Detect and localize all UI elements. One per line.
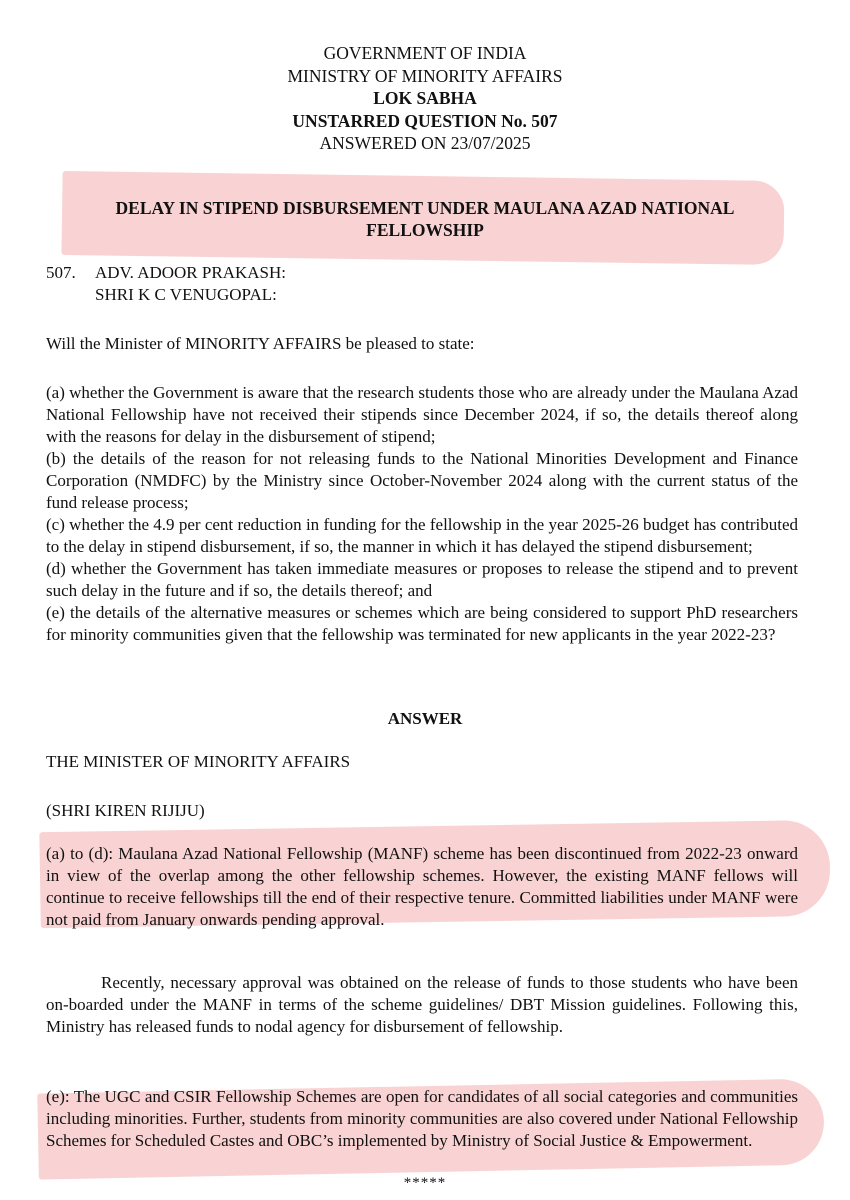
answer-minister-name: (SHRI KIREN RIJIJU) — [46, 801, 205, 820]
header-ministry: MINISTRY OF MINORITY AFFAIRS — [287, 65, 563, 86]
asker-name: ADV. ADOOR PRAKASH: — [95, 263, 286, 282]
header-house: LOK SABHA — [373, 88, 477, 108]
asker-name: SHRI K C VENUGOPAL: — [95, 285, 277, 304]
answer-minister: THE MINISTER OF MINORITY AFFAIRS — [46, 752, 351, 771]
question-part-d: (d) whether the Government has taken immediate measures or proposes to release the stipend and to prevent such delay in the future and if so, the details thereof; and — [46, 559, 798, 600]
header-government: GOVERNMENT OF INDIA — [323, 43, 527, 63]
answer-a-to-d: (a) to (d): Maulana Azad National Fellowship (MANF) scheme has been discontinued from 2022-23 onward in view of the overlap among the other fellowship schemes. However, the existing MANF fellows will continue to receive fellowships till the end of their respective tenure. Committed liabilities under MANF were not paid from January onwards pending approval. — [46, 844, 798, 929]
question-part-c: (c) whether the 4.9 per cent reduction in funding for the fellowship in the year 2025-26 budget has contributed to the delay in stipend disbursement, if so, the manner in which it has delayed the stipend disbursement; — [46, 515, 798, 556]
header-answered-date: ANSWERED ON 23/07/2025 — [319, 133, 531, 153]
header-question-number: UNSTARRED QUESTION No. 507 — [292, 110, 558, 131]
question-part-e: (e) the details of the alternative measures or schemes which are being considered to support PhD researchers for minority communities given that the fellowship was terminated for new applicants in the year 2022-23? — [46, 603, 798, 644]
question-part-b: (b) the details of the reason for not releasing funds to the National Minorities Development and Finance Corporation (NMDFC) by the Ministry since October-November 2024 along with the current status of the fund release process; — [46, 449, 798, 512]
question-part-a: (a) whether the Government is aware that the research students those who are already under the Maulana Azad National Fellowship have not received their stipends since December 2024, if so, the details thereof along with the reasons for delay in the disbursement of stipend; — [46, 383, 798, 446]
answer-e: (e): The UGC and CSIR Fellowship Schemes are open for candidates of all social categories and communities including minorities. Further, students from minority communities are also covered under National Fellowship Schemes for Scheduled Castes and OBC’s implemented by Ministry of Social Justice & Empowerment. — [46, 1087, 798, 1150]
document-header — [0, 42, 850, 155]
question-title: DELAY IN STIPEND DISBURSEMENT UNDER MAULANA AZAD NATIONAL FELLOWSHIP — [115, 198, 735, 240]
question-number: 507. — [46, 263, 76, 282]
question-intro: Will the Minister of MINORITY AFFAIRS be pleased to state: — [46, 334, 475, 353]
answer-heading: ANSWER — [387, 709, 463, 728]
answer-recent-approval: Recently, necessary approval was obtained on the release of funds to those students who have been on-boarded under the MANF in terms of the scheme guidelines/ DBT Mission guidelines. Following this, Ministry has released funds to nodal agency for disbursement of fellowship. — [46, 973, 798, 1036]
question-parts — [46, 382, 798, 646]
end-marker: ***** — [403, 1175, 447, 1191]
